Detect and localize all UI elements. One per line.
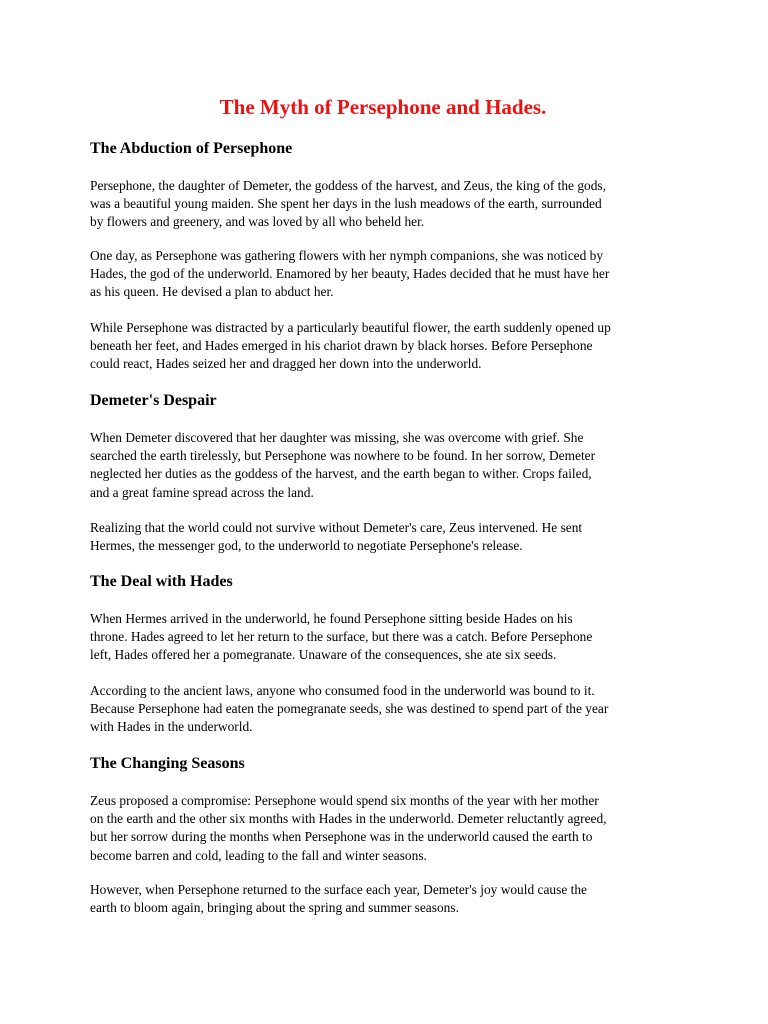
paragraph-line: on the earth and the other six months with Hades in the underworld. Demeter reluctantly agreed, xyxy=(90,811,607,827)
section-heading-deal: The Deal with Hades xyxy=(90,573,233,590)
paragraph-line: However, when Persephone returned to the surface each year, Demeter's joy would cause the xyxy=(90,882,587,897)
paragraph-line: by flowers and greenery, and was loved by all who beheld her. xyxy=(90,214,425,230)
paragraph-line: Persephone, the daughter of Demeter, the goddess of the harvest, and Zeus, the king of the gods, xyxy=(90,178,606,193)
paragraph-line: left, Hades offered her a pomegranate. Unaware of the consequences, she ate six seeds. xyxy=(90,647,557,663)
document-title: The Myth of Persephone and Hades. xyxy=(219,95,547,119)
paragraph xyxy=(90,881,587,917)
paragraph xyxy=(90,682,608,737)
paragraph xyxy=(90,610,592,665)
paragraph-line: searched the earth tirelessly, but Persephone was nowhere to be found. In her sorrow, Demeter xyxy=(90,448,596,464)
paragraph xyxy=(90,429,595,502)
paragraph xyxy=(90,519,582,555)
paragraph-line: Realizing that the world could not survive without Demeter's care, Zeus intervened. He sent xyxy=(90,520,583,535)
paragraph-line: but her sorrow during the months when Persephone was in the underworld caused the earth to xyxy=(90,829,593,845)
paragraph-line: One day, as Persephone was gathering flowers with her nymph companions, she was noticed by xyxy=(90,248,604,263)
paragraph xyxy=(90,247,609,302)
paragraph-line: throne. Hades agreed to let her return to the surface, but there was a catch. Before Persephone xyxy=(90,629,593,645)
paragraph-line: Hermes, the messenger god, to the underworld to negotiate Persephone's release. xyxy=(90,538,523,554)
paragraph-line: neglected her duties as the goddess of the harvest, and the earth began to wither. Crops failed, xyxy=(90,466,592,482)
paragraph-line: While Persephone was distracted by a particularly beautiful flower, the earth suddenly opened up xyxy=(90,320,611,335)
paragraph-line: could react, Hades seized her and dragged her down into the underworld. xyxy=(90,356,482,372)
paragraph-line: and a great famine spread across the land. xyxy=(90,484,314,500)
paragraph-line: Zeus proposed a compromise: Persephone would spend six months of the year with her mother xyxy=(90,793,599,808)
paragraph-line: When Hermes arrived in the underworld, he found Persephone sitting beside Hades on his xyxy=(90,611,573,626)
paragraph-line: with Hades in the underworld. xyxy=(90,719,253,735)
section-heading-despair: Demeter's Despair xyxy=(90,392,217,409)
paragraph xyxy=(90,319,611,374)
paragraph-line: become barren and cold, leading to the fall and winter seasons. xyxy=(90,847,427,863)
section-heading-seasons: The Changing Seasons xyxy=(90,755,245,772)
paragraph-line: earth to bloom again, bringing about the spring and summer seasons. xyxy=(90,900,459,916)
paragraph-line: When Demeter discovered that her daughter was missing, she was overcome with grief. She xyxy=(90,430,584,445)
paragraph xyxy=(90,792,607,865)
paragraph xyxy=(90,177,606,232)
paragraph-line: Hades, the god of the underworld. Enamored by her beauty, Hades decided that he must have her xyxy=(90,266,610,282)
paragraph-line: was a beautiful young maiden. She spent her days in the lush meadows of the earth, surrounded xyxy=(90,196,602,212)
section-heading-abduction: The Abduction of Persephone xyxy=(90,140,293,157)
paragraph-line: beneath her feet, and Hades emerged in his chariot drawn by black horses. Before Persephone xyxy=(90,338,593,354)
paragraph-line: Because Persephone had eaten the pomegranate seeds, she was destined to spend part of the year xyxy=(90,701,609,717)
paragraph-line: According to the ancient laws, anyone who consumed food in the underworld was bound to it. xyxy=(90,683,595,698)
paragraph-line: as his queen. He devised a plan to abduct her. xyxy=(90,284,334,300)
